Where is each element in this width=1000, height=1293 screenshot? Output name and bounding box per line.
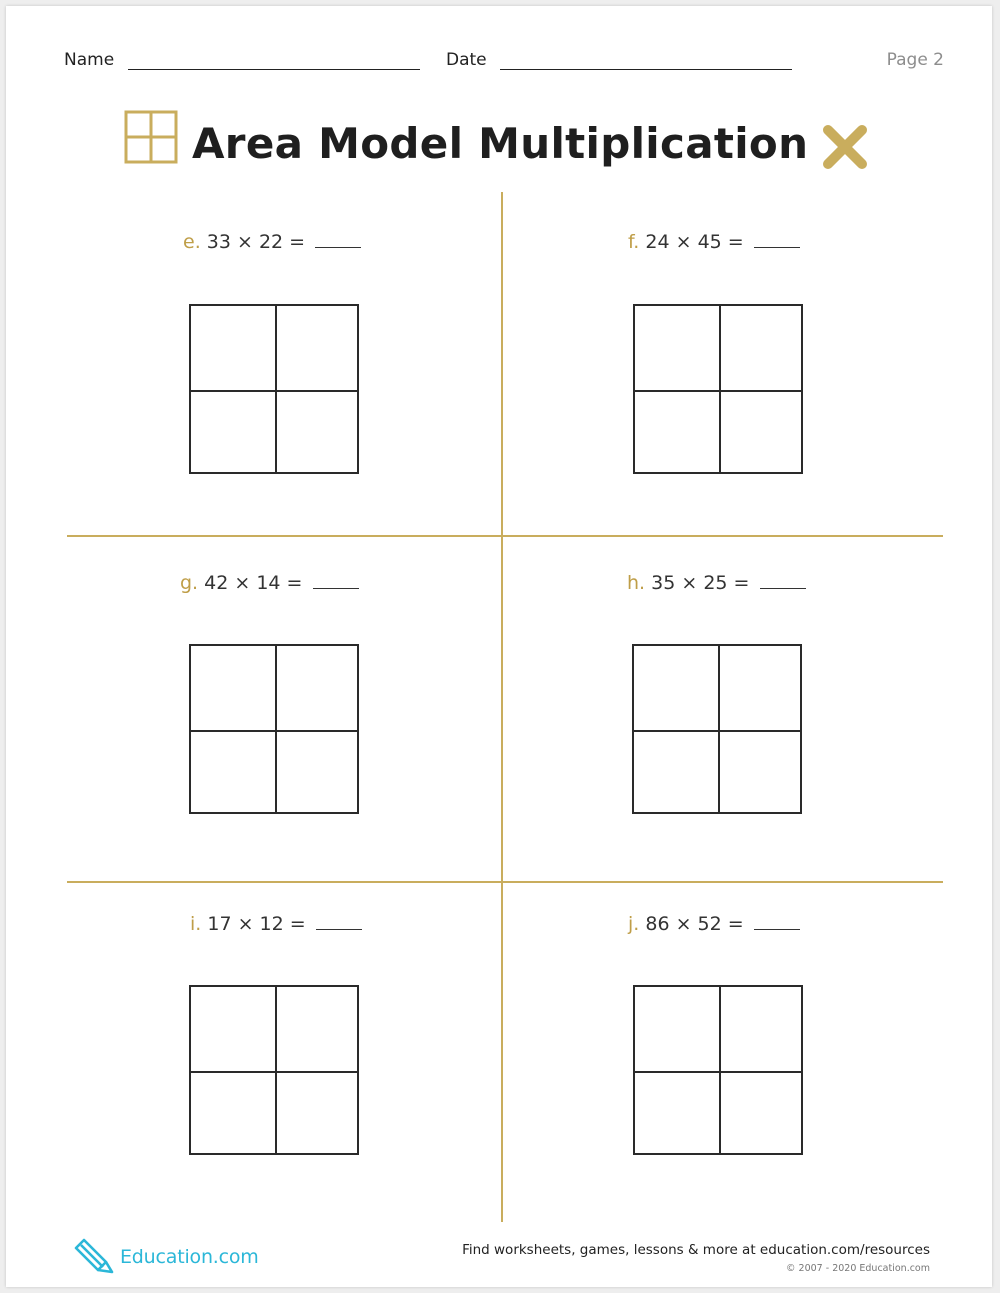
- window-grid-icon: [124, 110, 178, 168]
- answer-blank[interactable]: [313, 587, 359, 589]
- area-model-grid[interactable]: [633, 304, 803, 474]
- name-field-line: [128, 69, 420, 70]
- multiply-x-icon: [820, 122, 870, 176]
- vertical-divider: [501, 192, 503, 1222]
- problem-expression: 86 × 52 =: [645, 913, 744, 935]
- problem-letter: i.: [190, 913, 202, 935]
- copyright-notice: © 2007 - 2020 Education.com: [786, 1263, 930, 1274]
- area-model-grid[interactable]: [189, 985, 359, 1155]
- answer-blank[interactable]: [754, 246, 800, 248]
- answer-blank[interactable]: [315, 246, 361, 248]
- area-model-grid[interactable]: [189, 644, 359, 814]
- problem-h: [627, 572, 806, 594]
- worksheet-page: [6, 6, 992, 1287]
- problem-letter: h.: [627, 572, 646, 594]
- answer-blank[interactable]: [760, 587, 806, 589]
- problem-letter: g.: [180, 572, 199, 594]
- problem-e: [183, 231, 361, 253]
- brand-name: Education.com: [120, 1246, 259, 1268]
- problem-letter: j.: [628, 913, 640, 935]
- footer-resources-link[interactable]: Find worksheets, games, lessons & more at education.com/resources: [462, 1242, 930, 1258]
- problem-expression: 35 × 25 =: [651, 572, 750, 594]
- problem-i: [190, 913, 362, 935]
- answer-blank[interactable]: [754, 928, 800, 930]
- problem-expression: 33 × 22 =: [206, 231, 306, 253]
- area-model-grid[interactable]: [189, 304, 359, 474]
- name-label: Name: [64, 50, 115, 70]
- date-field-line: [500, 69, 792, 70]
- area-model-grid[interactable]: [632, 644, 802, 814]
- problem-expression: 24 × 45 =: [645, 231, 744, 253]
- problem-f: [628, 231, 800, 253]
- problem-letter: f.: [628, 231, 640, 253]
- answer-blank[interactable]: [316, 928, 362, 930]
- problem-letter: e.: [183, 231, 201, 253]
- area-model-grid[interactable]: [633, 985, 803, 1155]
- brand-logo[interactable]: [72, 1236, 259, 1278]
- problem-g: [180, 572, 359, 594]
- date-label: Date: [446, 50, 487, 70]
- problem-expression: 17 × 12 =: [207, 913, 306, 935]
- problem-j: [628, 913, 800, 935]
- horizontal-divider: [67, 881, 943, 883]
- problem-expression: 42 × 14 =: [204, 572, 303, 594]
- pencil-logo-icon: [72, 1236, 116, 1278]
- page-number: Page 2: [886, 50, 944, 70]
- horizontal-divider: [67, 535, 943, 537]
- page-title: Area Model Multiplication: [192, 119, 809, 168]
